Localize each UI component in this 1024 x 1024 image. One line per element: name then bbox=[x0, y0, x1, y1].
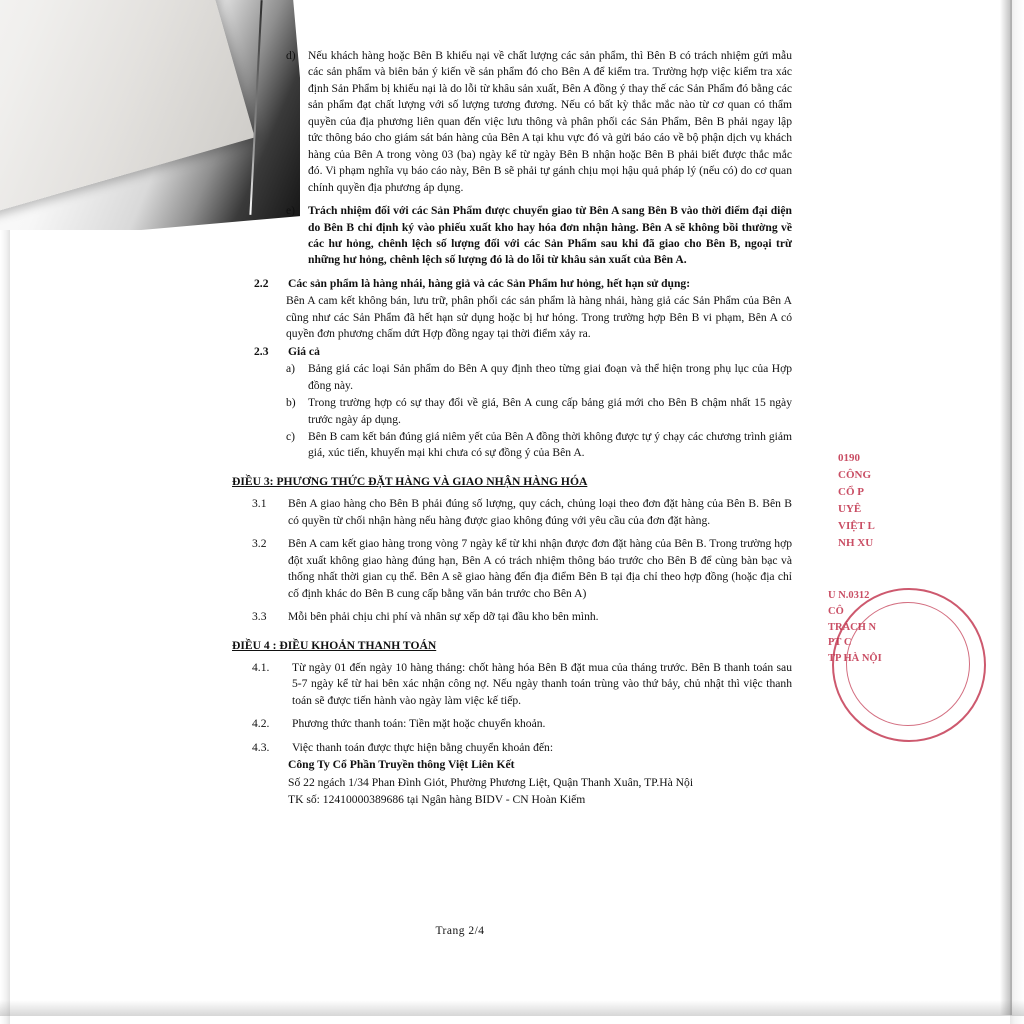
stamp-line: PT C bbox=[828, 637, 852, 649]
clause-number: 2.3 bbox=[254, 344, 269, 358]
clause-number: 2.2 bbox=[254, 276, 269, 290]
stamp-line: TRÁCH N bbox=[828, 621, 877, 633]
list-item bbox=[232, 395, 792, 428]
list-text: Bên B cam kết bán đúng giá niêm yết của Bên A đồng thời không được tự ý chạy các chương trình giảm giá, xúc tiến, khuyến mại khi chưa có sự đồng ý của Bên A. bbox=[308, 429, 792, 460]
stamp-line: CÔNG bbox=[838, 469, 871, 482]
clause-text: Việc thanh toán được thực hiện bằng chuyển khoản đến: bbox=[292, 740, 554, 754]
clause-item bbox=[232, 536, 792, 602]
stamp-line: CÔ bbox=[828, 605, 844, 617]
red-stamp-bottom bbox=[828, 588, 890, 710]
fold-curl-text bbox=[0, 0, 8, 65]
clause-number: 3.2 bbox=[252, 537, 267, 551]
clause-paragraph: Bên A cam kết không bán, lưu trữ, phân phối các sản phẩm là hàng nhái, hàng giả các Sản Phẩm của Bên A cũng như các Sản Phẩm đã hết hạn sử dụng hoặc bị hư hỏng. Trong trường hợp Bên B vi phạm, Bên A có quyền đơn phương chấm dứt Hợp đồng ngay tại thời điểm xảy ra. bbox=[286, 294, 792, 341]
clause-heading bbox=[232, 344, 792, 360]
list-marker: c) bbox=[286, 429, 296, 443]
stamp-line: CỔ P bbox=[838, 486, 864, 499]
list-marker: b) bbox=[286, 396, 296, 410]
page-right-shadow bbox=[1000, 0, 1012, 1015]
list-marker: a) bbox=[286, 362, 296, 376]
list-marker: e) bbox=[286, 204, 296, 218]
clause-text: Bên A cam kết giao hàng trong vòng 7 ngày kể từ khi nhận được đơn đặt hàng của Bên B. Trong trường hợp đột xuất không giao hàng đúng hạn, Bên A có trách nhiệm thông báo trước cho Bên B để cùng bàn bạc và thống nhất thời gian cụ thể. Bên A sẽ giao hàng đến địa điểm Bên B tại địa chỉ theo hợp đồng (hoặc địa chỉ cố định khác do Bên B cung cấp bằng văn bản trước cho Bên A) bbox=[288, 537, 792, 600]
payee-bank-account: TK số: 12410000389686 tại Ngân hàng BIDV - CN Hoàn Kiếm bbox=[288, 793, 586, 807]
list-item bbox=[232, 48, 792, 196]
list-item bbox=[232, 361, 792, 394]
clause-heading bbox=[232, 276, 792, 292]
clause-text: Bên A giao hàng cho Bên B phải đúng số lượng, quy cách, chủng loại theo đơn đặt hàng của Bên B. Bên B có quyền từ chối nhận hàng nếu hàng được giao không đúng với yêu cầu của đơn đặt hàng. bbox=[288, 497, 792, 527]
section-heading-text: ĐIỀU 4 : ĐIỀU KHOẢN THANH TOÁN bbox=[232, 638, 437, 652]
clause-number: 4.2. bbox=[252, 717, 270, 731]
list-text: Nếu khách hàng hoặc Bên B khiếu nại về chất lượng các sản phẩm, thì Bên B có trách nhiệm gửi mẫu các sản phẩm và biên bản ý kiến về sản phẩm đó cho Bên A để kiểm tra. Trường hợp việc kiểm tra xác định Sản Phẩm bị khiếu nại là do lỗi từ khâu sản xuất, Bên A đồng ý thay thế các Sản Phẩm đó bằng các sản phẩm đạt chất lượng với số lượng tương đương. Nếu có bất kỳ thắc mắc nào từ cơ quan có thẩm quyền của địa phương liên quan đến việc lưu thông và phân phối các Sản Phẩm, Bên B phải ngay lập tức thông báo cho giám sát bán hàng của Bên A tại khu vực đó và gửi báo cáo về bộ phận dịch vụ khách hàng của Bên A trong vòng 03 (ba) ngày kể từ ngày Bên B nhận hoặc Bên B phải biết được thắc mắc đó. Vi phạm nghĩa vụ báo cáo này, Bên B sẽ phải tự gánh chịu mọi hậu quả pháp lý (nếu có) do cơ quan chính quyền địa phương áp dụng. bbox=[308, 49, 792, 194]
clause-item bbox=[232, 740, 792, 756]
clause-text: Phương thức thanh toán: Tiền mặt hoặc chuyển khoản. bbox=[292, 717, 546, 731]
stamp-line: UYÊ bbox=[838, 503, 862, 516]
clause-item bbox=[232, 716, 792, 732]
clause-item bbox=[232, 660, 792, 709]
document-body bbox=[232, 48, 792, 810]
clause-number: 4.3. bbox=[252, 740, 270, 754]
stamp-line: VIỆT L bbox=[838, 520, 875, 533]
clause-number: 3.3 bbox=[252, 610, 267, 624]
stamp-line: 0190 bbox=[838, 452, 860, 464]
stamp-line: NH XU bbox=[838, 537, 874, 550]
clause-number: 4.1. bbox=[252, 660, 270, 674]
clause-title: Giá cả bbox=[288, 344, 320, 358]
page-bottom-shadow bbox=[0, 1000, 1024, 1016]
list-marker: d) bbox=[286, 49, 296, 62]
stamp-line: U N.0312 bbox=[828, 590, 870, 601]
stamp-line: TP HÀ NỘI bbox=[828, 653, 882, 664]
payee-company: Công Ty Cổ Phần Truyền thông Việt Liên Kết bbox=[288, 758, 515, 772]
list-text: Trách nhiệm đối với các Sản Phẩm được chuyển giao từ Bên A sang Bên B vào thời điểm đại diện do Bên B chỉ định ký vào phiếu xuất kho hay hóa đơn nhận hàng. Bên A sẽ không bồi thường về các hư hỏng, chênh lệch số lượng đối với các Sản Phẩm sau khi đã giao cho Bên B, ngoại trừ những hư hỏng, chênh lệch số lượng đó là do lỗi từ khâu sản xuất của Bên A. bbox=[308, 204, 792, 267]
page-right-edge bbox=[1010, 0, 1024, 1024]
list-text: Bảng giá các loại Sản phẩm do Bên A quy định theo từng giai đoạn và thể hiện trong phụ lục của Hợp đồng này. bbox=[308, 362, 792, 392]
section-heading bbox=[232, 474, 792, 490]
payee-address: Số 22 ngách 1/34 Phan Đình Giót, Phường Phương Liệt, Quận Thanh Xuân, TP.Hà Nội bbox=[288, 775, 694, 789]
clause-number: 3.1 bbox=[252, 497, 267, 511]
red-stamp-top bbox=[838, 450, 896, 555]
clause-title: Các sản phẩm là hàng nhái, hàng giả và các Sản Phẩm hư hỏng, hết hạn sử dụng: bbox=[288, 276, 691, 290]
list-item bbox=[232, 429, 792, 462]
section-heading bbox=[232, 638, 792, 654]
clause-item bbox=[232, 496, 792, 529]
clause-text: Từ ngày 01 đến ngày 10 hàng tháng: chốt hàng hóa Bên B đặt mua của tháng trước. Bên B thanh toán sau 5-7 ngày kể từ hai bên xác nhận công nợ. Nếu ngày thanh toán trùng vào thứ bảy, chủ nhật thì việc thanh toán sẽ được tiến hành vào ngày làm việc kế tiếp. bbox=[292, 660, 792, 707]
clause-item bbox=[232, 609, 792, 625]
section-heading-text: ĐIỀU 3: PHƯƠNG THỨC ĐẶT HÀNG VÀ GIAO NHẬN HÀNG HÓA bbox=[232, 474, 588, 488]
page-number-footer: Trang 2/4 bbox=[435, 925, 485, 937]
list-text: Trong trường hợp có sự thay đổi về giá, Bên A cung cấp bảng giá mới cho Bên B chậm nhất 15 ngày trước ngày áp dụng. bbox=[308, 396, 792, 426]
list-item bbox=[232, 203, 792, 269]
payee-details bbox=[232, 757, 792, 808]
clause-text: Mỗi bên phải chịu chi phí và nhân sự xếp dỡ tại đầu kho bên mình. bbox=[288, 610, 599, 624]
